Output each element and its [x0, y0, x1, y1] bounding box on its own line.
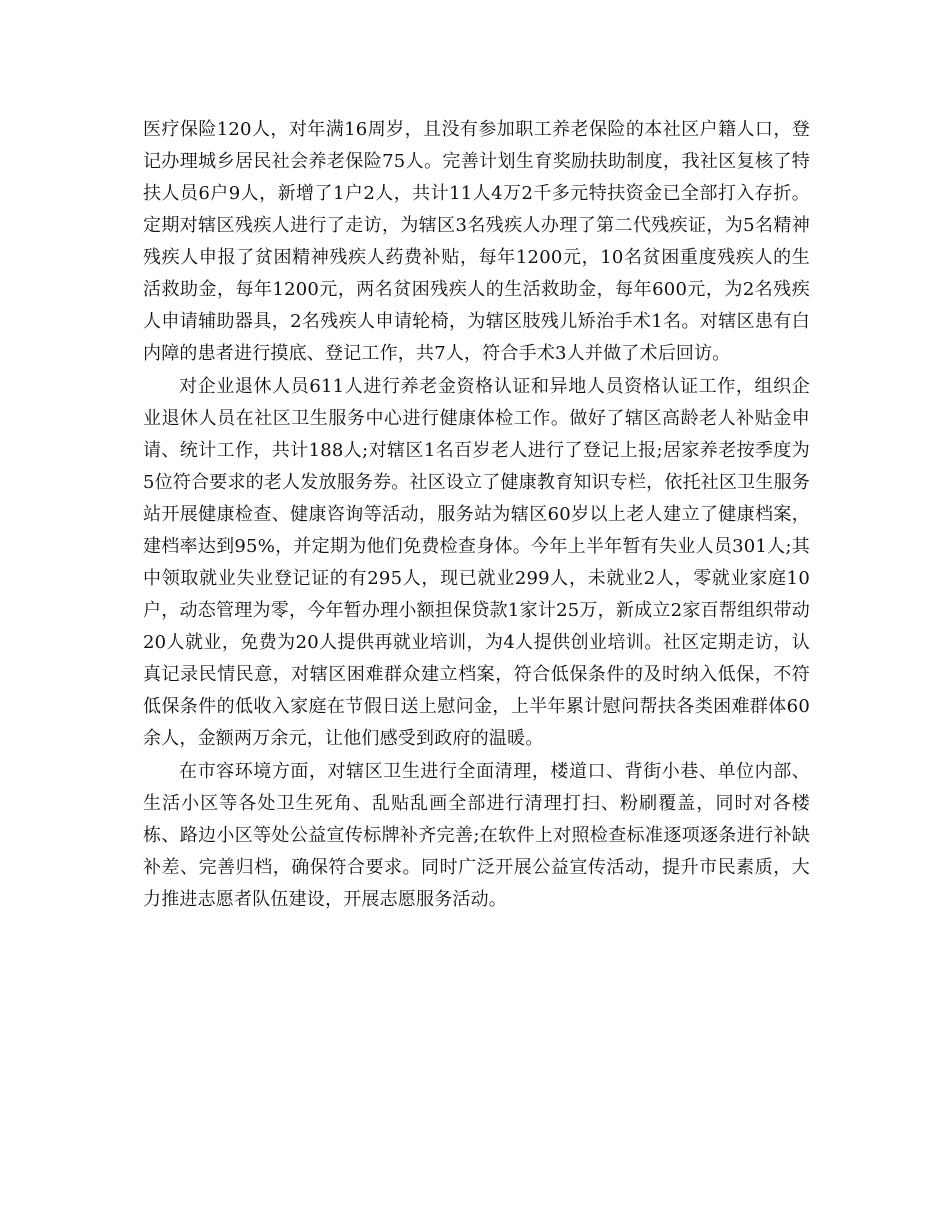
paragraph-city-environment: 在市容环境方面，对辖区卫生进行全面清理，楼道口、背街小巷、单位内部、生活小区等各处卫生死角、乱贴乱画全部进行清理打扫、粉刷覆盖，同时对各楼栋、路边小区等处公益宣传标牌补齐完善;在软件上对照检查标准逐项逐条进行补缺补差、完善归档，确保符合要求。同时广泛开展公益宣传活动，提升市民素质，大力推进志愿者队伍建设，开展志愿服务活动。	[143, 761, 810, 910]
document-body	[143, 114, 810, 917]
paragraph-retirees-and-employment: 对企业退休人员611人进行养老金资格认证和异地人员资格认证工作，组织企业退休人员在社区卫生服务中心进行健康体检工作。做好了辖区高龄老人补贴金申请、统计工作，共计188人;对辖区1名百岁老人进行了登记上报;居家养老按季度为5位符合要求的老人发放服务券。社区设立了健康教育知识专栏，依托社区卫生服务站开展健康检查、健康咨询等活动，服务站为辖区60岁以上老人建立了健康档案，建档率达到95%，并定期为他们免费检查身体。今年上半年暂有失业人员301人;其中领取就业失业登记证的有295人，现已就业299人，未就业2人，零就业家庭10户，动态管理为零，今年暂办理小额担保贷款1家计25万，新成立2家百帮组织带动20人就业，免费为20人提供再就业培训，为4人提供创业培训。社区定期走访，认真记录民情民意，对辖区困难群众建立档案，符合低保条件的及时纳入低保，不符低保条件的低收入家庭在节假日送上慰问金，上半年累计慰问帮扶各类困难群体60余人，金额两万余元，让他们感受到政府的温暖。	[143, 376, 810, 749]
paragraph-medical-and-disability: 医疗保险120人，对年满16周岁，且没有参加职工养老保险的本社区户籍人口，登记办理城乡居民社会养老保险75人。完善计划生育奖励扶助制度，我社区复核了特扶人员6户9人，新增了1户2人，共计11人4万2千多元特扶资金已全部打入存折。定期对辖区残疾人进行了走访，为辖区3名残疾人办理了第二代残疾证，为5名精神残疾人申报了贫困精神残疾人药费补贴，每年1200元，10名贫困重度残疾人的生活救助金，每年1200元，两名贫困残疾人的生活救助金，每年600元，为2名残疾人申请辅助器具，2名残疾人申请轮椅，为辖区肢残儿矫治手术1名。对辖区患有白内障的患者进行摸底、登记工作，共7人，符合手术3人并做了术后回访。	[143, 119, 810, 364]
